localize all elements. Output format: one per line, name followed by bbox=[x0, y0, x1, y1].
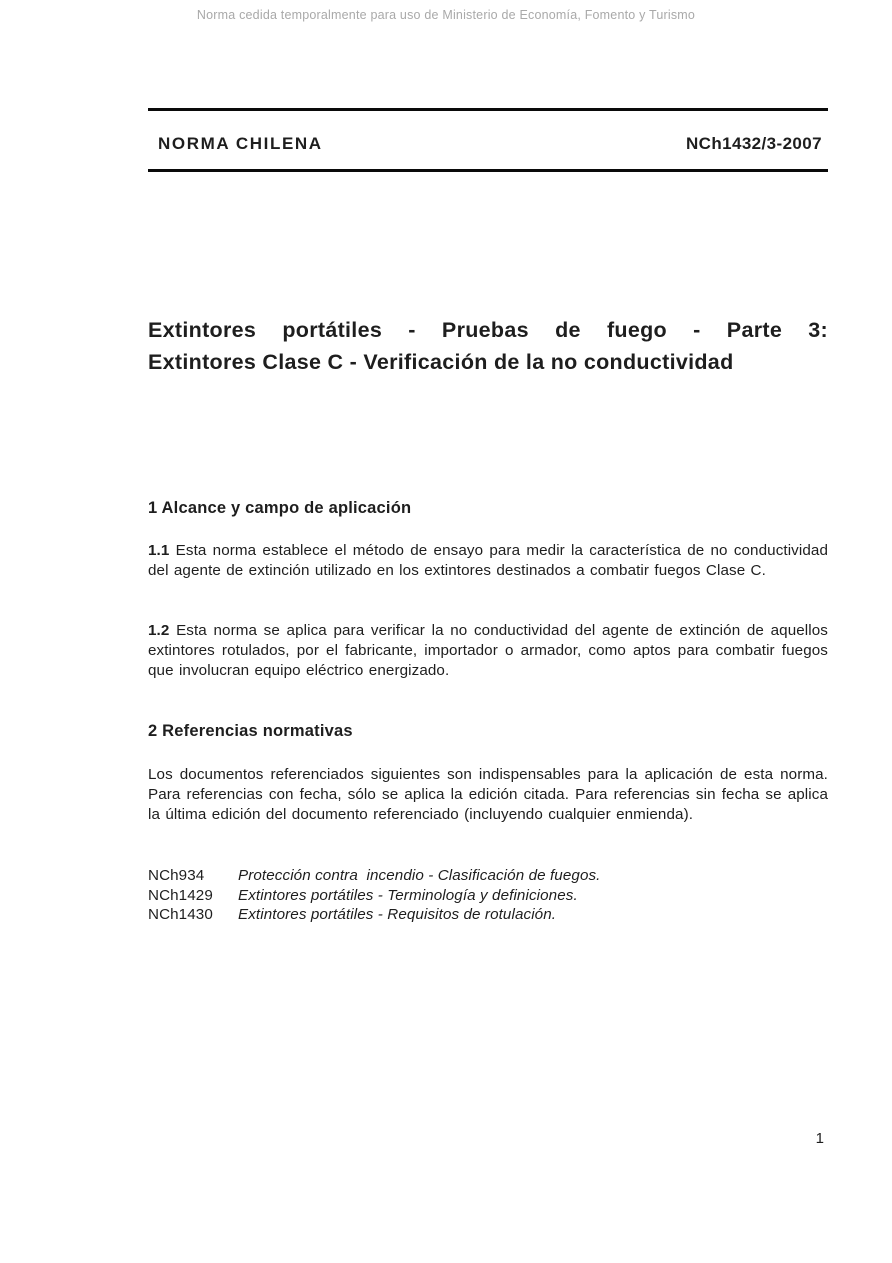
reference-item-nch1429 bbox=[148, 886, 828, 906]
document-header bbox=[148, 134, 828, 154]
reference-item-nch934 bbox=[148, 866, 828, 886]
reference-code: NCh1429 bbox=[148, 886, 213, 904]
document-title-line-1: Extintores portátiles - Pruebas de fuego - Parte 3: bbox=[148, 318, 828, 342]
section-1-heading: 1 Alcance y campo de aplicación bbox=[148, 499, 412, 517]
section-2-intro-text: Los documentos referenciados siguientes son indispensables para la aplicación de esta norma. Para referencias con fecha, sólo se aplica la edición citada. Para referencias sin fecha se aplica la última edición del documento referenciado (incluyendo cualquier enmienda). bbox=[148, 766, 828, 823]
clause-1-1 bbox=[148, 541, 828, 581]
header-bottom-rule bbox=[148, 169, 828, 172]
clause-1-2-text: Esta norma se aplica para verificar la no conductividad del agente de extinción de aquellos extintores rotulados, por el fabricante, importador o armador, como aptos para combatir fuegos que involucran equipo eléctrico energizado. bbox=[148, 622, 828, 679]
clause-1-2-number: 1.2 bbox=[148, 622, 170, 639]
page-number: 1 bbox=[815, 1130, 824, 1147]
clause-1-1-text: Esta norma establece el método de ensayo para medir la característica de no conductividad del agente de extinción utilizado en los extintores destinados a combatir fuegos Clase C. bbox=[148, 542, 828, 579]
reference-title: Extintores portátiles - Terminología y definiciones. bbox=[238, 886, 578, 904]
document-title-line-2: Extintores Clase C - Verificación de la no conductividad bbox=[148, 350, 734, 374]
reference-code: NCh1430 bbox=[148, 906, 213, 924]
reference-item-nch1430 bbox=[148, 905, 828, 925]
section-2-heading: 2 Referencias normativas bbox=[148, 722, 353, 740]
normative-references-list bbox=[148, 866, 828, 925]
clause-1-2 bbox=[148, 621, 828, 681]
clause-1-1-number: 1.1 bbox=[148, 542, 170, 559]
document-code: NCh1432/3-2007 bbox=[685, 134, 822, 153]
reference-code: NCh934 bbox=[148, 867, 205, 884]
document-title bbox=[148, 314, 828, 378]
reference-title: Protección contra incendio - Clasificación de fuegos. bbox=[238, 867, 601, 884]
header-top-rule bbox=[148, 108, 828, 111]
document-type-label: NORMA CHILENA bbox=[158, 134, 323, 153]
reference-title: Extintores portátiles - Requisitos de rotulación. bbox=[238, 906, 557, 924]
section-2-intro-paragraph bbox=[148, 765, 828, 825]
watermark-text: Norma cedida temporalmente para uso de Ministerio de Economía, Fomento y Turismo bbox=[196, 8, 696, 22]
